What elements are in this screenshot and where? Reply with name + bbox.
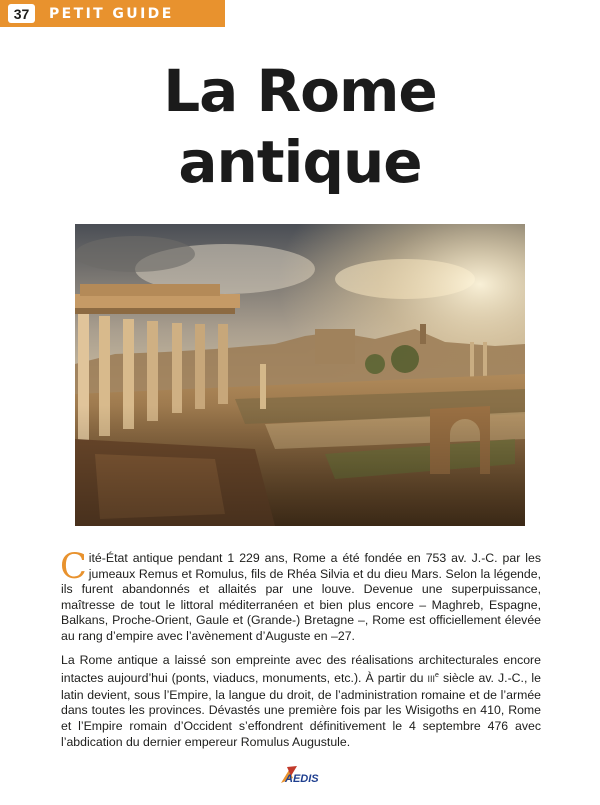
paragraph-1-text: ité-État antique pendant 1 229 ans, Rome a été fondée en 753 av. J.-C. par les jumeaux Remus et Romulus, fils de Rhéa Silvia et du dieu Mars. Selon la légende, ils furent abandonnés et allaités par une louve. Devenue une superpuissance, maîtresse de tout le littoral méditerranéen et bien plus encore – Maghreb, Espagne, Balkans, Proche-Orient, Gaule et (Grande-) Bretagne –, Rome est officiellement élevée au rang d’empire avec l’avènement d’Auguste en –27. <box>61 551 541 643</box>
photo-credit: © Adobe Stock <box>582 669 588 709</box>
roman-forum-illustration <box>75 224 525 526</box>
century-suffix: e <box>435 672 439 680</box>
paragraph-1 <box>60 547 541 645</box>
svg-text:AEDIS: AEDIS <box>285 773 319 785</box>
issue-number: 37 <box>8 4 35 23</box>
aedis-logo-icon <box>279 764 323 786</box>
paragraph-2-text-b: siècle av. J.-C., le latin devient, sous l’Empire, la langue du droit, de l’administration romaine et de l’armée dans toutes les provinces. Dévastés une première fois par les Wisigoths en 410, Rome et l’Empire romain d’Occident s’effondrent définitivement le 4 septembre 476 avec l’abdication du dernier empereur Romulus Augustule. <box>61 671 541 749</box>
publisher-logo <box>279 764 323 786</box>
page-title <box>0 56 600 198</box>
paragraph-2-text-a: La Rome antique a laissé son empreinte avec des réalisations architecturales encore intactes aujourd’hui (ponts, viaducs, monuments, etc.). À partir du <box>61 652 541 686</box>
article-body <box>60 547 541 758</box>
title-line-2: antique <box>178 128 422 196</box>
century-numeral: III <box>427 674 436 685</box>
series-header-tab <box>0 0 225 27</box>
title-line-1: La Rome <box>163 57 437 125</box>
paragraph-2 <box>61 653 541 751</box>
drop-cap: C <box>60 547 87 587</box>
series-name: PETIT GUIDE <box>49 5 174 22</box>
